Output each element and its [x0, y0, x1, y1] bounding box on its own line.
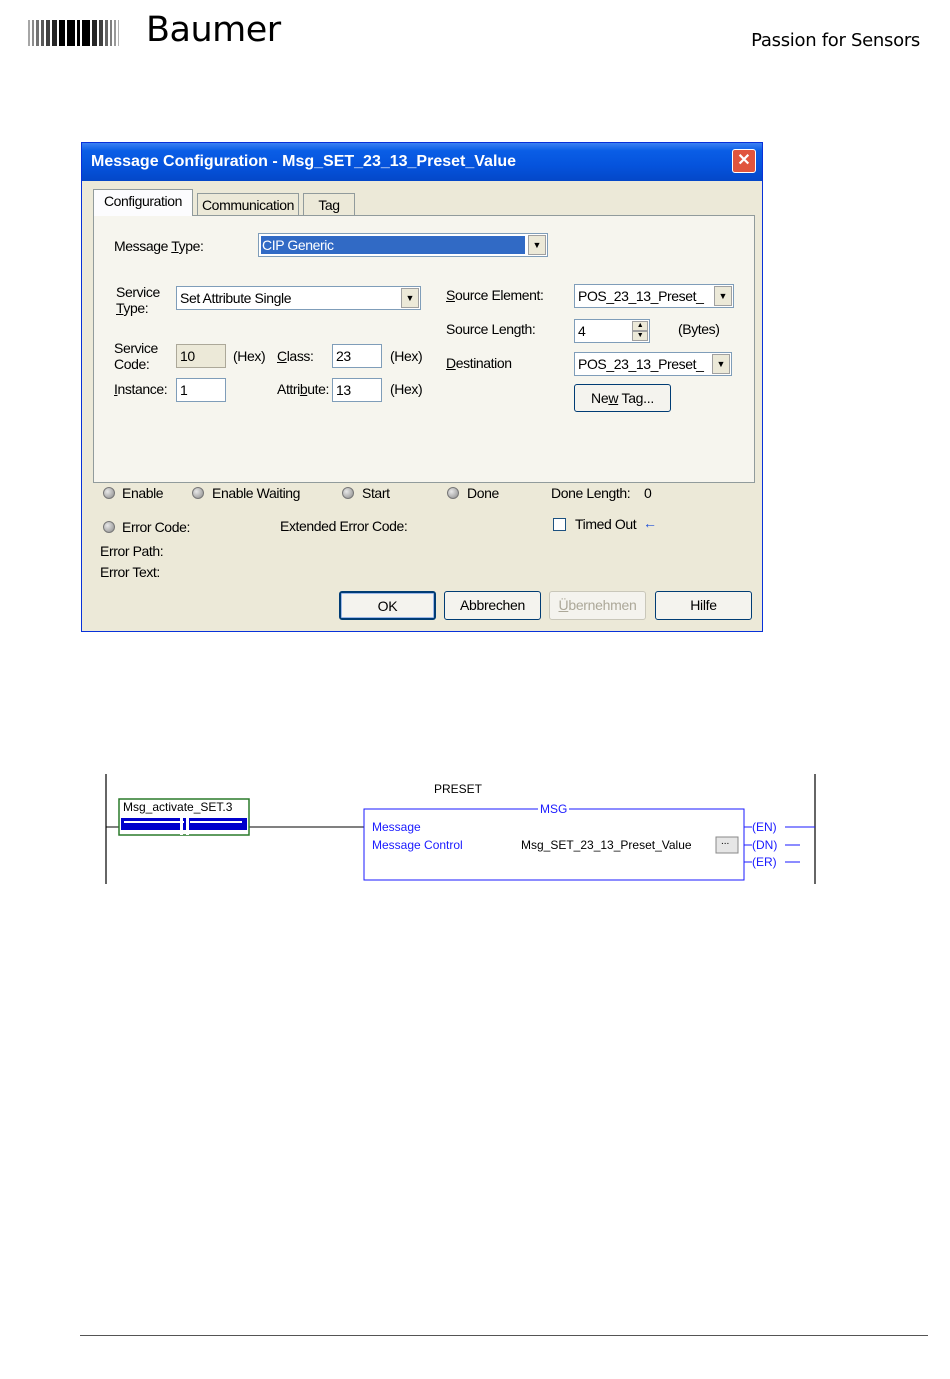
source-length-value: 4	[578, 323, 586, 339]
message-type-select[interactable]	[258, 233, 548, 257]
output-dn: (DN)	[752, 838, 778, 852]
service-type-label: Service Type:	[116, 284, 160, 316]
class-field[interactable]: 23	[332, 344, 382, 368]
tab-configuration[interactable]: Configuration	[93, 189, 193, 216]
cancel-button[interactable]: Abbrechen	[444, 591, 541, 620]
attribute-unit: (Hex)	[390, 381, 423, 397]
service-code-unit: (Hex)	[233, 348, 266, 364]
service-type-value: Set Attribute Single	[180, 290, 292, 306]
tab-tag[interactable]: Tag	[303, 193, 355, 215]
attribute-label: Attribute:	[277, 381, 330, 397]
source-length-spinner[interactable]	[632, 321, 648, 341]
output-en: (EN)	[752, 820, 777, 834]
source-length-unit: (Bytes)	[678, 321, 720, 337]
brand-name: Baumer	[146, 10, 281, 50]
class-label: Class:	[277, 348, 314, 364]
service-type-select[interactable]	[176, 286, 421, 310]
done-label: Done	[467, 485, 499, 501]
help-button[interactable]: Hilfe	[655, 591, 752, 620]
timed-out-checkbox[interactable]	[553, 518, 566, 531]
done-length-label: Done Length:	[551, 485, 631, 501]
tagline: Passion for Sensors	[751, 30, 920, 51]
error-text-label: Error Text:	[100, 564, 160, 580]
output-er: (ER)	[752, 855, 777, 869]
message-type-value: CIP Generic	[261, 236, 525, 254]
source-length-label: Source Length:	[446, 321, 536, 337]
error-code-indicator-icon	[103, 521, 115, 533]
enable-waiting-label: Enable Waiting	[212, 485, 301, 501]
enable-indicator-icon	[103, 487, 115, 499]
enable-label: Enable	[122, 485, 164, 501]
configuration-panel	[93, 215, 755, 483]
footer-divider	[80, 1335, 928, 1336]
spin-up-icon[interactable]: ▲	[632, 321, 648, 331]
message-control-value[interactable]: Msg_SET_23_13_Preset_Value	[521, 838, 692, 852]
error-path-label: Error Path:	[100, 543, 164, 559]
browse-button[interactable]: ...	[721, 836, 730, 847]
new-tag-button[interactable]: New Tag...	[574, 384, 671, 412]
instance-label: Instance:	[114, 381, 168, 397]
param-message-control-label: Message Control	[372, 838, 463, 852]
tab-communication[interactable]: Communication	[197, 193, 299, 215]
instruction-tag: PRESET	[434, 782, 483, 796]
message-configuration-dialog	[81, 142, 763, 632]
source-length-field[interactable]	[574, 319, 650, 343]
ok-button[interactable]: OK	[339, 591, 436, 620]
instruction-name: MSG	[540, 802, 568, 816]
contact-tag[interactable]: Msg_activate_SET.3	[123, 800, 233, 814]
done-indicator-icon	[447, 487, 459, 499]
apply-button[interactable]: Übernehmen	[549, 591, 646, 620]
source-element-label: Source Element:	[446, 287, 544, 303]
timed-out-label: Timed Out	[575, 516, 637, 532]
error-code-label: Error Code:	[122, 519, 190, 535]
class-unit: (Hex)	[390, 348, 423, 364]
chevron-down-icon[interactable]: ▼	[714, 286, 732, 306]
done-length-value: 0	[644, 485, 652, 501]
destination-value: POS_23_13_Preset_	[578, 356, 704, 372]
chevron-down-icon[interactable]: ▼	[401, 288, 419, 308]
spin-down-icon[interactable]: ▼	[632, 331, 648, 341]
destination-select[interactable]	[574, 352, 732, 376]
message-type-label: Message Type:	[114, 238, 204, 254]
attribute-field[interactable]: 13	[332, 378, 382, 402]
param-message-label: Message	[372, 820, 421, 834]
chevron-down-icon[interactable]: ▼	[528, 235, 546, 255]
ladder-rung	[0, 760, 950, 900]
destination-label: Destination	[446, 355, 512, 371]
extended-error-code-label: Extended Error Code:	[280, 518, 408, 534]
service-code-field[interactable]: 10	[176, 344, 226, 368]
instance-field[interactable]: 1	[176, 378, 226, 402]
close-button[interactable]: ✕	[732, 149, 756, 173]
enable-waiting-indicator-icon	[192, 487, 204, 499]
baumer-logo-mark	[28, 18, 130, 48]
chevron-down-icon[interactable]: ▼	[712, 354, 730, 374]
start-label: Start	[362, 485, 390, 501]
rung-wiring	[0, 760, 950, 900]
service-code-label: Service Code:	[114, 340, 158, 372]
start-indicator-icon	[342, 487, 354, 499]
source-element-value: POS_23_13_Preset_	[578, 288, 704, 304]
arrow-left-icon: ←	[643, 515, 657, 531]
source-element-select[interactable]	[574, 284, 734, 308]
dialog-title: Message Configuration - Msg_SET_23_13_Preset_Value	[82, 143, 762, 181]
